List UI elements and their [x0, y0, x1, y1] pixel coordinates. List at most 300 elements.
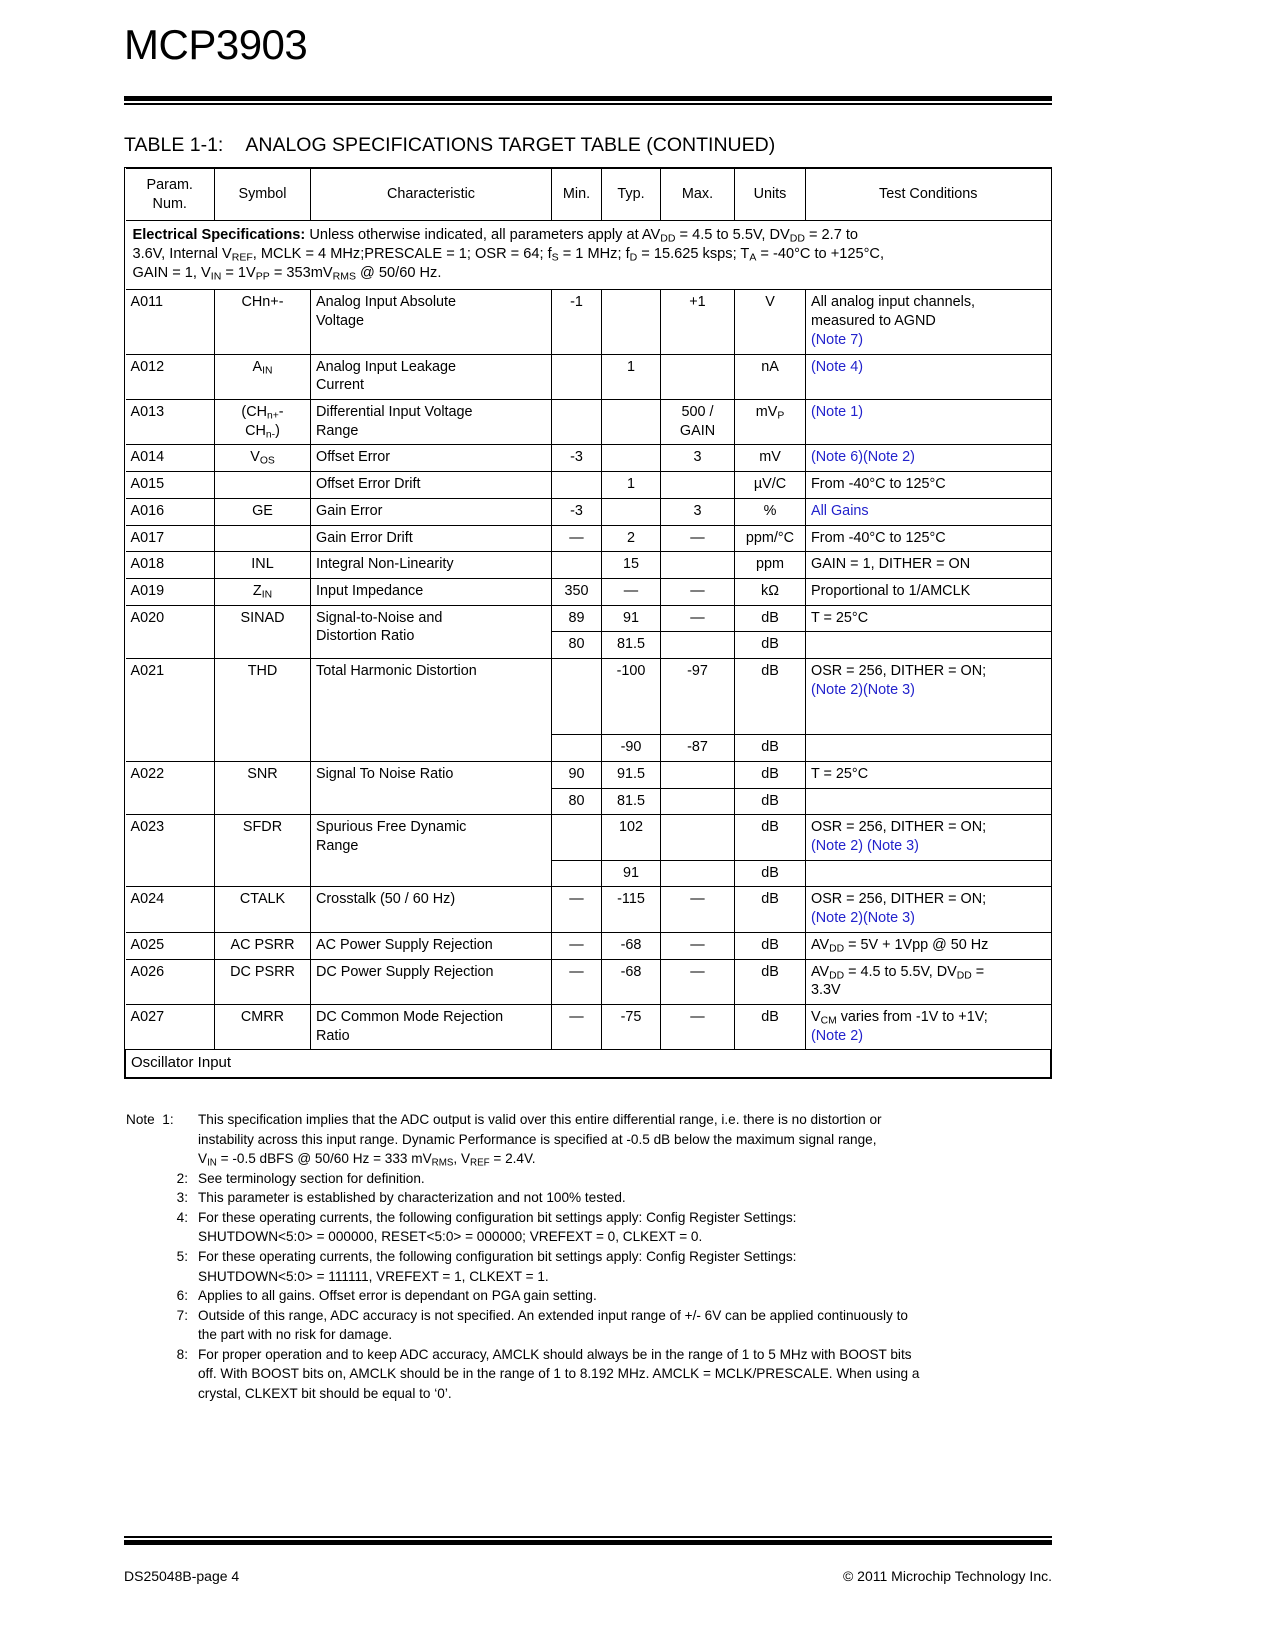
table-row	[126, 887, 1051, 932]
table-row	[126, 659, 1051, 735]
cell-characteristic: AC Power Supply Rejection	[311, 932, 552, 959]
analog-specifications-table	[124, 167, 1052, 1079]
header-param-num	[126, 169, 215, 221]
cell-typ: —	[602, 578, 661, 605]
cond-line2: 3.3V	[811, 982, 841, 999]
cell-typ: 81.5	[602, 788, 661, 815]
cell-max: -87	[661, 735, 735, 762]
header-param-num-line1: Param.	[146, 177, 193, 193]
cond-b: varies from -1V to +1V;	[836, 1009, 988, 1026]
cell-min	[552, 659, 602, 735]
cond-line2-e: = -40°C to +125°C,	[756, 246, 885, 263]
cell-characteristic: Offset Error	[311, 445, 552, 472]
note-reference[interactable]: (Note 6)(Note 2)	[811, 449, 915, 466]
header-test-conditions: Test Conditions	[806, 169, 1051, 221]
cond-c: =	[971, 963, 985, 980]
cell-min: —	[552, 525, 602, 552]
cell-param: A013	[126, 399, 215, 444]
note-number: 7:	[176, 1307, 188, 1323]
note-reference[interactable]: (Note 7)	[811, 331, 863, 348]
cond-line3-d: @ 50/60 Hz.	[356, 265, 442, 282]
cell-max: —	[661, 578, 735, 605]
note-line3-sub3: REF	[470, 1157, 490, 1169]
section-label-oscillator-input: Oscillator Input	[126, 1050, 1051, 1078]
cell-characteristic	[311, 605, 552, 658]
cell-test-conditions	[806, 632, 1051, 659]
cell-units: dB	[735, 887, 806, 932]
note-line3-c: , V	[453, 1151, 471, 1167]
cond-b: = 5V + 1Vpp @ 50 Hz	[844, 936, 989, 953]
header-min: Min.	[552, 169, 602, 221]
table-caption-label: TABLE 1-1:	[124, 134, 224, 156]
note-body	[198, 1208, 1069, 1247]
cell-param: A022	[126, 761, 215, 814]
cond-line2-c: = 1 MHz; f	[558, 246, 630, 263]
cond-line3-a: GAIN = 1, V	[132, 265, 211, 282]
cond-sub1: DD	[829, 970, 845, 982]
cell-characteristic: Crosstalk (50 / 60 Hz)	[311, 887, 552, 932]
cell-symbol: DC PSRR	[215, 959, 311, 1004]
cell-typ: 81.5	[602, 632, 661, 659]
cell-symbol	[215, 525, 311, 552]
header-units: Units	[735, 169, 806, 221]
cell-units: dB	[735, 815, 806, 860]
cell-min	[552, 735, 602, 762]
cell-units: mV	[735, 445, 806, 472]
note-number: 1:	[162, 1112, 174, 1127]
cell-characteristic: Total Harmonic Distortion	[311, 659, 552, 762]
cell-max	[661, 354, 735, 399]
cond-line2-sub2: S	[551, 252, 559, 265]
note-line3-a: V	[198, 1151, 208, 1167]
notes-heading	[124, 1110, 198, 1169]
units-sub: P	[777, 410, 785, 422]
table-caption	[124, 134, 775, 157]
note-item-7	[124, 1306, 1069, 1345]
cell-typ	[602, 290, 661, 354]
cell-units: nA	[735, 354, 806, 399]
cell-param: A021	[126, 659, 215, 762]
table-row	[126, 399, 1051, 444]
page-title: MCP3903	[124, 21, 308, 68]
table-row	[126, 1005, 1051, 1050]
cell-typ: -100	[602, 659, 661, 735]
cell-min	[552, 815, 602, 860]
cell-param: A023	[126, 815, 215, 887]
note-line1: For these operating currents, the following configuration bit settings apply: Config Register Settings:	[198, 1209, 797, 1225]
cell-units: kΩ	[735, 578, 806, 605]
note-item-1	[124, 1110, 1069, 1169]
cell-units: dB	[735, 735, 806, 762]
cell-test-conditions: From -40°C to 125°C	[806, 525, 1051, 552]
cell-typ: -115	[602, 887, 661, 932]
char-line1: Analog Input Leakage	[316, 358, 457, 375]
note-body	[198, 1345, 1069, 1404]
cell-test-conditions	[806, 1005, 1051, 1050]
cell-characteristic	[311, 399, 552, 444]
note-item-6	[124, 1286, 1069, 1306]
cell-test-conditions	[806, 498, 1051, 525]
cell-max	[661, 788, 735, 815]
cond-line2-b: , MCLK = 4 MHz;PRESCALE = 1; OSR = 64; f	[252, 246, 552, 263]
cell-max	[661, 632, 735, 659]
cell-characteristic: Gain Error	[311, 498, 552, 525]
footer-copyright: © 2011 Microchip Technology Inc.	[842, 1568, 1052, 1584]
table-row	[126, 525, 1051, 552]
cell-symbol: AC PSRR	[215, 932, 311, 959]
cell-symbol: SINAD	[215, 605, 311, 658]
note-reference[interactable]: (Note 1)	[811, 403, 863, 420]
cell-min: -3	[552, 445, 602, 472]
cell-max	[661, 815, 735, 860]
symbol-sub: OS	[259, 455, 275, 467]
cell-characteristic: Integral Non-Linearity	[311, 552, 552, 579]
cell-typ: 102	[602, 815, 661, 860]
max-line2: GAIN	[679, 422, 716, 439]
cell-units: dB	[735, 632, 806, 659]
cell-units: %	[735, 498, 806, 525]
cell-max	[661, 761, 735, 788]
note-item-2	[124, 1169, 1069, 1189]
table-row	[126, 290, 1051, 354]
header-max: Max.	[661, 169, 735, 221]
cell-typ: 1	[602, 472, 661, 499]
cell-test-conditions: T = 25°C	[806, 605, 1051, 632]
note-line1: For proper operation and to keep ADC accuracy, AMCLK should always be in the range of 1 to 5 MHz with BOOST bits	[198, 1346, 912, 1362]
char-line2: Ratio	[316, 1027, 350, 1044]
note-reference[interactable]: (Note 2)	[811, 1027, 863, 1044]
cell-min: —	[552, 932, 602, 959]
cell-symbol	[215, 445, 311, 472]
cell-symbol	[215, 472, 311, 499]
cell-min	[552, 860, 602, 887]
note-number: 6:	[176, 1288, 188, 1304]
cell-min	[552, 399, 602, 444]
cell-param: A012	[126, 354, 215, 399]
note-body	[198, 1110, 1069, 1169]
cell-min: —	[552, 887, 602, 932]
note-line3-b: = -0.5 dBFS @ 50/60 Hz = 333 mV	[216, 1151, 432, 1167]
units-base: mV	[755, 403, 778, 420]
cell-param: A020	[126, 605, 215, 658]
table-caption-text: ANALOG SPECIFICATIONS TARGET TABLE (CONTINUED)	[245, 134, 776, 156]
note-body	[198, 1247, 1069, 1286]
note-item-3	[124, 1188, 1069, 1208]
cond-line1-sub2: DD	[789, 233, 805, 246]
table-row	[126, 932, 1051, 959]
cell-max: —	[661, 932, 735, 959]
cell-test-conditions: T = 25°C	[806, 761, 1051, 788]
char-line2: Distortion Ratio	[316, 628, 415, 645]
cell-characteristic	[311, 1005, 552, 1050]
cond-line1: OSR = 256, DITHER = ON;	[811, 891, 987, 908]
cell-test-conditions: Proportional to 1/AMCLK	[806, 578, 1051, 605]
cell-typ	[602, 498, 661, 525]
symbol-base: V	[250, 449, 260, 466]
cond-a: V	[811, 1009, 821, 1026]
cell-min: 90	[552, 761, 602, 788]
cell-param: A018	[126, 552, 215, 579]
cell-units: ppm	[735, 552, 806, 579]
cell-min: 80	[552, 788, 602, 815]
cell-typ: 91.5	[602, 761, 661, 788]
cond-sub: CM	[820, 1015, 837, 1027]
cell-param: A015	[126, 472, 215, 499]
note-line2: off. With BOOST bits on, AMCLK should be in the range of 1 to 8.192 MHz. AMCLK = MCLK/PRESCALE. When using a	[198, 1366, 920, 1382]
note-reference[interactable]: (Note 2)(Note 3)	[811, 681, 915, 698]
note-reference[interactable]: (Note 2)(Note 3)	[811, 910, 915, 927]
table-row	[126, 354, 1051, 399]
cell-typ: 1	[602, 354, 661, 399]
cell-min: 89	[552, 605, 602, 632]
note-body	[198, 1306, 1069, 1345]
cell-typ: 2	[602, 525, 661, 552]
cell-param: A026	[126, 959, 215, 1004]
cell-characteristic: Input Impedance	[311, 578, 552, 605]
cell-param: A014	[126, 445, 215, 472]
cell-symbol	[215, 399, 311, 444]
cell-max: —	[661, 959, 735, 1004]
table-section-row	[126, 1050, 1051, 1078]
conditions-banner	[126, 221, 1051, 290]
cond-b: = 4.5 to 5.5V, DV	[844, 963, 957, 980]
symbol-sub: IN	[261, 589, 273, 601]
cell-param: A019	[126, 578, 215, 605]
note-reference[interactable]: (Note 2) (Note 3)	[811, 838, 919, 854]
note-number: 2:	[176, 1170, 188, 1186]
notes-section	[124, 1110, 1069, 1403]
cell-units: µV/C	[735, 472, 806, 499]
cond-line2-a: 3.6V, Internal V	[132, 246, 232, 263]
cell-test-conditions	[806, 815, 1051, 860]
cond-line2-d: = 15.625 ksps; T	[637, 246, 750, 263]
char-line2: Range	[316, 422, 359, 439]
note-body: See terminology section for definition.	[198, 1170, 425, 1186]
symbol-base: A	[252, 358, 263, 375]
note-item-5	[124, 1247, 1069, 1286]
cell-param: A016	[126, 498, 215, 525]
note-line3-sub1: IN	[207, 1157, 217, 1169]
cell-characteristic: Signal To Noise Ratio	[311, 761, 552, 814]
note-line3-d: = 2.4V.	[489, 1151, 536, 1167]
cond-line2-sub1: REF	[231, 252, 253, 265]
symbol-l2-b: )	[275, 422, 280, 439]
note-line1: This specification implies that the ADC output is valid over this entire differential range, i.e. there is no distortion or	[198, 1112, 882, 1127]
cell-max	[661, 552, 735, 579]
char-line1: Spurious Free Dynamic	[316, 819, 467, 836]
char-line1: DC Common Mode Rejection	[316, 1009, 504, 1026]
cell-characteristic	[311, 354, 552, 399]
note-number: 5:	[176, 1248, 188, 1264]
note-body: This parameter is established by characterization and not 100% tested.	[198, 1190, 626, 1206]
cell-characteristic: Gain Error Drift	[311, 525, 552, 552]
note-line3-sub2: RMS	[431, 1157, 454, 1169]
cond-line1: OSR = 256, DITHER = ON;	[811, 819, 987, 836]
symbol-l1-sub: n+	[266, 410, 279, 422]
cell-test-conditions: GAIN = 1, DITHER = ON	[806, 552, 1051, 579]
note-item-8	[124, 1345, 1069, 1404]
cond-line2-sub3: D	[629, 252, 638, 265]
cond-line2-sub4: A	[749, 252, 757, 265]
cell-max: -97	[661, 659, 735, 735]
cell-symbol: CMRR	[215, 1005, 311, 1050]
table-row	[126, 761, 1051, 788]
cell-characteristic: DC Power Supply Rejection	[311, 959, 552, 1004]
cond-a: AV	[811, 936, 830, 953]
note-reference[interactable]: (Note 4)	[811, 358, 863, 375]
cell-max: —	[661, 605, 735, 632]
cell-param: A017	[126, 525, 215, 552]
cell-symbol: CTALK	[215, 887, 311, 932]
cell-characteristic: Offset Error Drift	[311, 472, 552, 499]
table-row	[126, 815, 1051, 860]
table-row	[126, 552, 1051, 579]
cell-symbol: SNR	[215, 761, 311, 814]
cell-typ: 91	[602, 605, 661, 632]
cell-units: dB	[735, 659, 806, 735]
cond-line1-b: Unless otherwise indicated, all parameters apply at AV	[305, 227, 661, 244]
char-line2: Range	[316, 838, 359, 854]
cell-min: 80	[552, 632, 602, 659]
cell-units: V	[735, 290, 806, 354]
cell-units: dB	[735, 1005, 806, 1050]
cond-line1-sub1: DD	[660, 233, 676, 246]
cell-symbol: GE	[215, 498, 311, 525]
cond-line1: All analog input channels,	[811, 294, 976, 311]
cell-max: —	[661, 887, 735, 932]
table-row	[126, 445, 1051, 472]
cell-min	[552, 354, 602, 399]
cell-symbol	[215, 354, 311, 399]
cell-min: 350	[552, 578, 602, 605]
header-symbol: Symbol	[215, 169, 311, 221]
notes-heading-text: Note	[126, 1112, 155, 1127]
cell-typ	[602, 399, 661, 444]
cell-max: —	[661, 525, 735, 552]
header-rule	[124, 96, 1052, 105]
char-line1: Signal-to-Noise and	[316, 609, 443, 626]
char-line2: Current	[316, 377, 364, 394]
cell-test-conditions	[806, 659, 1051, 735]
cell-test-conditions	[806, 788, 1051, 815]
note-body: Applies to all gains. Offset error is dependant on PGA gain setting.	[198, 1288, 597, 1304]
cell-test-conditions	[806, 932, 1051, 959]
cell-units: dB	[735, 788, 806, 815]
cell-symbol: SFDR	[215, 815, 311, 887]
cell-param: A027	[126, 1005, 215, 1050]
cell-units: ppm/°C	[735, 525, 806, 552]
table-row	[126, 959, 1051, 1004]
cell-units: dB	[735, 932, 806, 959]
header-typ: Typ.	[602, 169, 661, 221]
symbol-l2-a: CH	[245, 422, 266, 439]
cell-max: +1	[661, 290, 735, 354]
cell-max: 3	[661, 445, 735, 472]
cell-min	[552, 472, 602, 499]
cell-symbol: THD	[215, 659, 311, 762]
all-gains-link[interactable]: All Gains	[811, 502, 869, 519]
conditions-banner-row	[126, 221, 1051, 290]
char-line2: Voltage	[316, 313, 365, 330]
note-item-4	[124, 1208, 1069, 1247]
cell-min: -3	[552, 498, 602, 525]
table-row	[126, 578, 1051, 605]
cond-line3-b: = 1V	[221, 265, 256, 282]
cell-test-conditions	[806, 399, 1051, 444]
cond-line3-sub1: IN	[210, 271, 222, 283]
cell-characteristic	[311, 815, 552, 887]
cell-max: —	[661, 1005, 735, 1050]
table-row	[126, 605, 1051, 632]
cond-line1-d: = 2.7 to	[804, 227, 859, 244]
symbol-l1-a: (CH	[241, 403, 267, 420]
cond-line2: measured to AGND	[811, 313, 936, 330]
cell-typ: -90	[602, 735, 661, 762]
cond-line1: OSR = 256, DITHER = ON;	[811, 663, 987, 680]
cell-typ: -75	[602, 1005, 661, 1050]
symbol-sub: IN	[262, 365, 273, 377]
table-header-row	[126, 169, 1051, 221]
cell-test-conditions	[806, 860, 1051, 887]
cond-line1-c: = 4.5 to 5.5V, DV	[675, 227, 790, 244]
header-param-num-line2: Num.	[152, 195, 187, 212]
cell-symbol: INL	[215, 552, 311, 579]
note-line1: For these operating currents, the following configuration bit settings apply: Config Register Settings:	[198, 1248, 797, 1264]
symbol-l2-sub: n-	[265, 429, 276, 441]
max-line1: 500 /	[681, 403, 714, 420]
cell-test-conditions	[806, 735, 1051, 762]
char-line1: Differential Input Voltage	[316, 403, 473, 420]
cell-characteristic	[311, 290, 552, 354]
cond-sub2: DD	[956, 970, 972, 982]
cell-units: dB	[735, 761, 806, 788]
cell-min: —	[552, 1005, 602, 1050]
cell-max	[661, 472, 735, 499]
cell-max	[661, 860, 735, 887]
symbol-base: Z	[252, 582, 262, 599]
cell-test-conditions	[806, 445, 1051, 472]
cell-max	[661, 399, 735, 444]
header-characteristic: Characteristic	[311, 169, 552, 221]
note-number: 3:	[176, 1190, 188, 1206]
cell-units: dB	[735, 959, 806, 1004]
cell-symbol: CHn+-	[215, 290, 311, 354]
cell-param: A025	[126, 932, 215, 959]
cond-line3-sub3: RMS	[332, 271, 356, 283]
cond-sub: DD	[829, 943, 845, 955]
note-line2: SHUTDOWN<5:0> = 000000, RESET<5:0> = 000000; VREFEXT = 0, CLKEXT = 0.	[198, 1229, 703, 1245]
note-number: 4:	[176, 1209, 188, 1225]
cell-test-conditions	[806, 887, 1051, 932]
cell-test-conditions	[806, 354, 1051, 399]
note-number: 8:	[176, 1346, 188, 1362]
note-line3: crystal, CLKEXT bit should be equal to ‘0’.	[198, 1385, 452, 1401]
cell-units	[735, 399, 806, 444]
cell-param: A024	[126, 887, 215, 932]
cell-param: A011	[126, 290, 215, 354]
cell-max: 3	[661, 498, 735, 525]
cell-typ: -68	[602, 932, 661, 959]
note-line2: SHUTDOWN<5:0> = 111111, VREFEXT = 1, CLKEXT = 1.	[198, 1268, 549, 1284]
cell-min: —	[552, 959, 602, 1004]
cond-line3-c: = 353mV	[269, 265, 333, 282]
cell-symbol	[215, 578, 311, 605]
note-line2: instability across this input range. Dynamic Performance is specified at -0.5 dB below the maximum signal range,	[198, 1131, 877, 1147]
cell-test-conditions	[806, 959, 1051, 1004]
cell-min: -1	[552, 290, 602, 354]
table-row	[126, 472, 1051, 499]
cell-test-conditions: From -40°C to 125°C	[806, 472, 1051, 499]
